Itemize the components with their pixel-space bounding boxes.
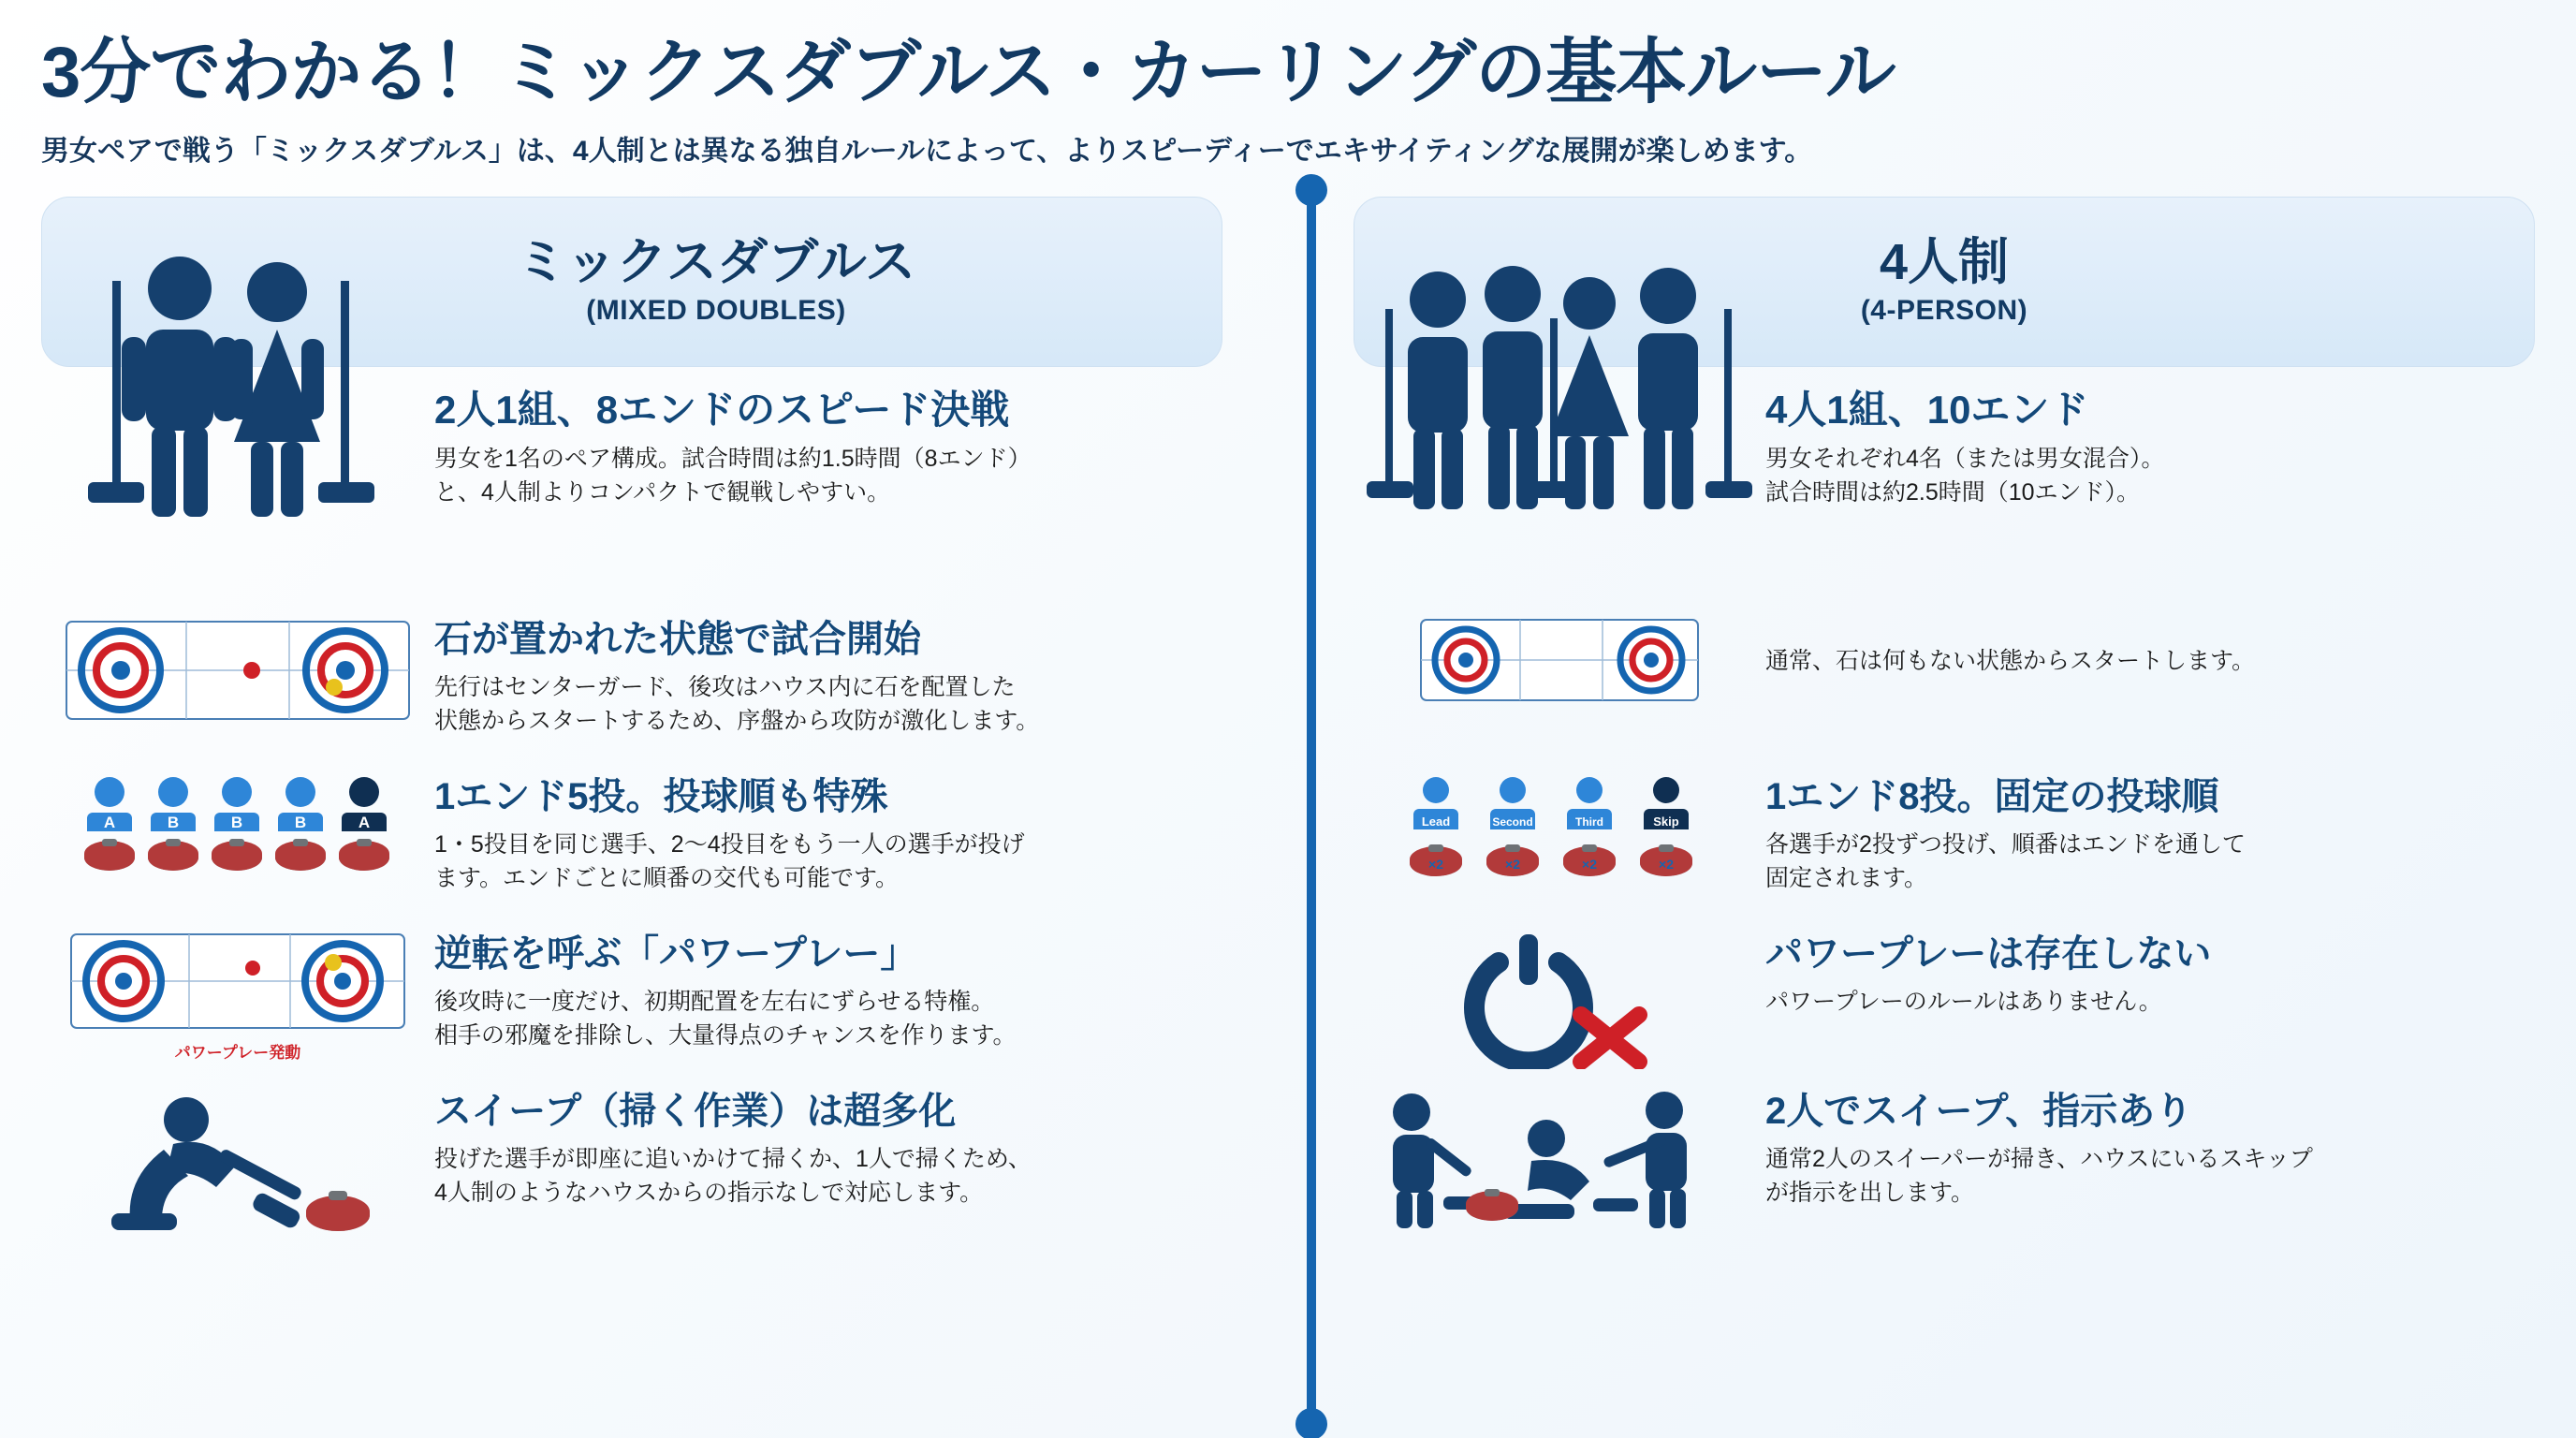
row-text (434, 923, 1222, 1053)
comparison-columns (41, 197, 2535, 1245)
row-text (434, 1080, 1222, 1211)
sheet-with-stones-icon (41, 609, 434, 726)
two-players-icon (41, 238, 434, 524)
sweeping-single-icon (41, 1080, 434, 1245)
column-mixed-doubles (41, 197, 1222, 1245)
row-desc: 通常2人のスイーパーが掃き、ハウスにいるスキップ が指示を出します。 (1765, 1145, 2313, 1207)
row-start-position-4p (1354, 603, 2535, 760)
row-title: 2人1組、8エンドのスピード決戦 (434, 387, 1010, 432)
row-no-power-play-4p (1354, 917, 2535, 1075)
row-text (434, 378, 1222, 510)
row-title: 石が置かれた状態で試合開始 (434, 618, 921, 660)
divider-dot-top (1295, 174, 1327, 206)
positions-lead-second-third-skip-icon (1354, 766, 1765, 893)
column-heading-en: (MIXED DOUBLES) (586, 294, 846, 326)
four-players-icon (1354, 247, 1765, 524)
row-desc: 先行はセンターガード、後攻はハウス内に石を配置した 状態からスタートするため、序盤から攻防が激化します。 (434, 673, 1040, 735)
row-title: 2人でスイープ、指示あり (1765, 1090, 2193, 1132)
svg-text:A: A (358, 813, 371, 831)
svg-text:B: B (167, 813, 180, 831)
row-text (1765, 923, 2535, 1019)
rows-four-person (1354, 373, 2535, 1236)
row-start-position-md (41, 603, 1222, 760)
row-title: 1エンド5投。投球順も特殊 (434, 775, 888, 817)
svg-text:Third: Third (1575, 814, 1603, 829)
row-title: 4人1組、10エンド (1765, 387, 2089, 432)
row-sweeping-4p (1354, 1075, 2535, 1236)
svg-text:×2: ×2 (1582, 856, 1597, 872)
svg-text:×2: ×2 (1505, 856, 1520, 872)
no-power-play-icon (1354, 923, 1765, 1069)
svg-text:B: B (294, 813, 307, 831)
row-text (1765, 378, 2535, 510)
rows-mixed-doubles (41, 373, 1222, 1245)
row-throw-order-4p (1354, 760, 2535, 917)
column-four-person (1354, 197, 2535, 1245)
empty-sheet-icon (1354, 609, 1765, 708)
row-text (1765, 609, 2535, 678)
svg-text:×2: ×2 (1659, 856, 1674, 872)
center-divider (1307, 189, 1316, 1425)
row-desc: 男女を1名のペア構成。試合時間は約1.5時間（8エンド） と、4人制よりコンパクトで観戦しやすい。 (434, 446, 1032, 506)
page-subtitle: 男女ペアで戦う「ミックスダブルス」は、4人制とは異なる独自ルールによって、よりスピーディーでエキサイティングな展開が楽しめます。 (41, 135, 1813, 167)
row-sweeping-md (41, 1075, 1222, 1245)
row-text (1765, 1080, 2535, 1211)
column-heading-en: (4-PERSON) (1860, 294, 2028, 326)
row-text (434, 609, 1222, 739)
row-title: 1エンド8投。固定の投球順 (1765, 775, 2219, 817)
column-heading-jp: ミックスダブルス (516, 233, 916, 290)
row-power-play-md (41, 917, 1222, 1075)
power-play-sheet-icon (41, 923, 434, 1063)
divider-dot-bottom (1295, 1408, 1327, 1438)
row-title: 逆転を呼ぶ「パワープレー」 (434, 932, 918, 975)
row-desc: 各選手が2投ずつ投げ、順番はエンドを通して 固定されます。 (1765, 830, 2246, 892)
svg-text:×2: ×2 (1428, 856, 1443, 872)
svg-text:B: B (230, 813, 243, 831)
row-desc: 通常、石は何もない状態からスタートします。 (1765, 647, 2256, 674)
row-throw-order-md (41, 760, 1222, 917)
throw-order-abbba-icon (41, 766, 434, 884)
row-desc: 後攻時に一度だけ、初期配置を左右にずらせる特権。 相手の邪魔を排除し、大量得点のチャンスを作ります。 (434, 988, 1017, 1049)
row-desc: 男女それぞれ4名（または男女混合）。 試合時間は約2.5時間（10エンド）。 (1765, 446, 2165, 506)
svg-text:Lead: Lead (1421, 814, 1451, 829)
sweeping-two-icon (1354, 1080, 1765, 1236)
row-text (434, 766, 1222, 896)
row-team-size-md (41, 373, 1222, 603)
row-text (1765, 766, 2535, 896)
row-desc: 投げた選手が即座に追いかけて掃くか、1人で掃くため、 4人制のようなハウスからの指示なしで対応します。 (434, 1145, 1032, 1207)
svg-text:A: A (103, 813, 116, 831)
column-heading-jp: 4人制 (1879, 233, 2010, 290)
row-title: パワープレーは存在しない (1765, 932, 2212, 975)
power-play-caption: パワープレー発動 (174, 1043, 301, 1062)
row-desc: パワープレーのルールはありません。 (1765, 988, 2162, 1015)
row-desc: 1・5投目を同じ選手、2〜4投目をもう一人の選手が投げ ます。エンドごとに順番の交代も可能です。 (434, 830, 1025, 892)
page-title: 3分でわかる！ミックスダブルス・カーリングの基本ルール (41, 33, 1895, 112)
svg-text:Second: Second (1492, 814, 1533, 829)
svg-text:Skip: Skip (1653, 814, 1679, 829)
row-title: スイープ（掃く作業）は超多化 (434, 1090, 957, 1132)
row-team-size-4p (1354, 373, 2535, 603)
